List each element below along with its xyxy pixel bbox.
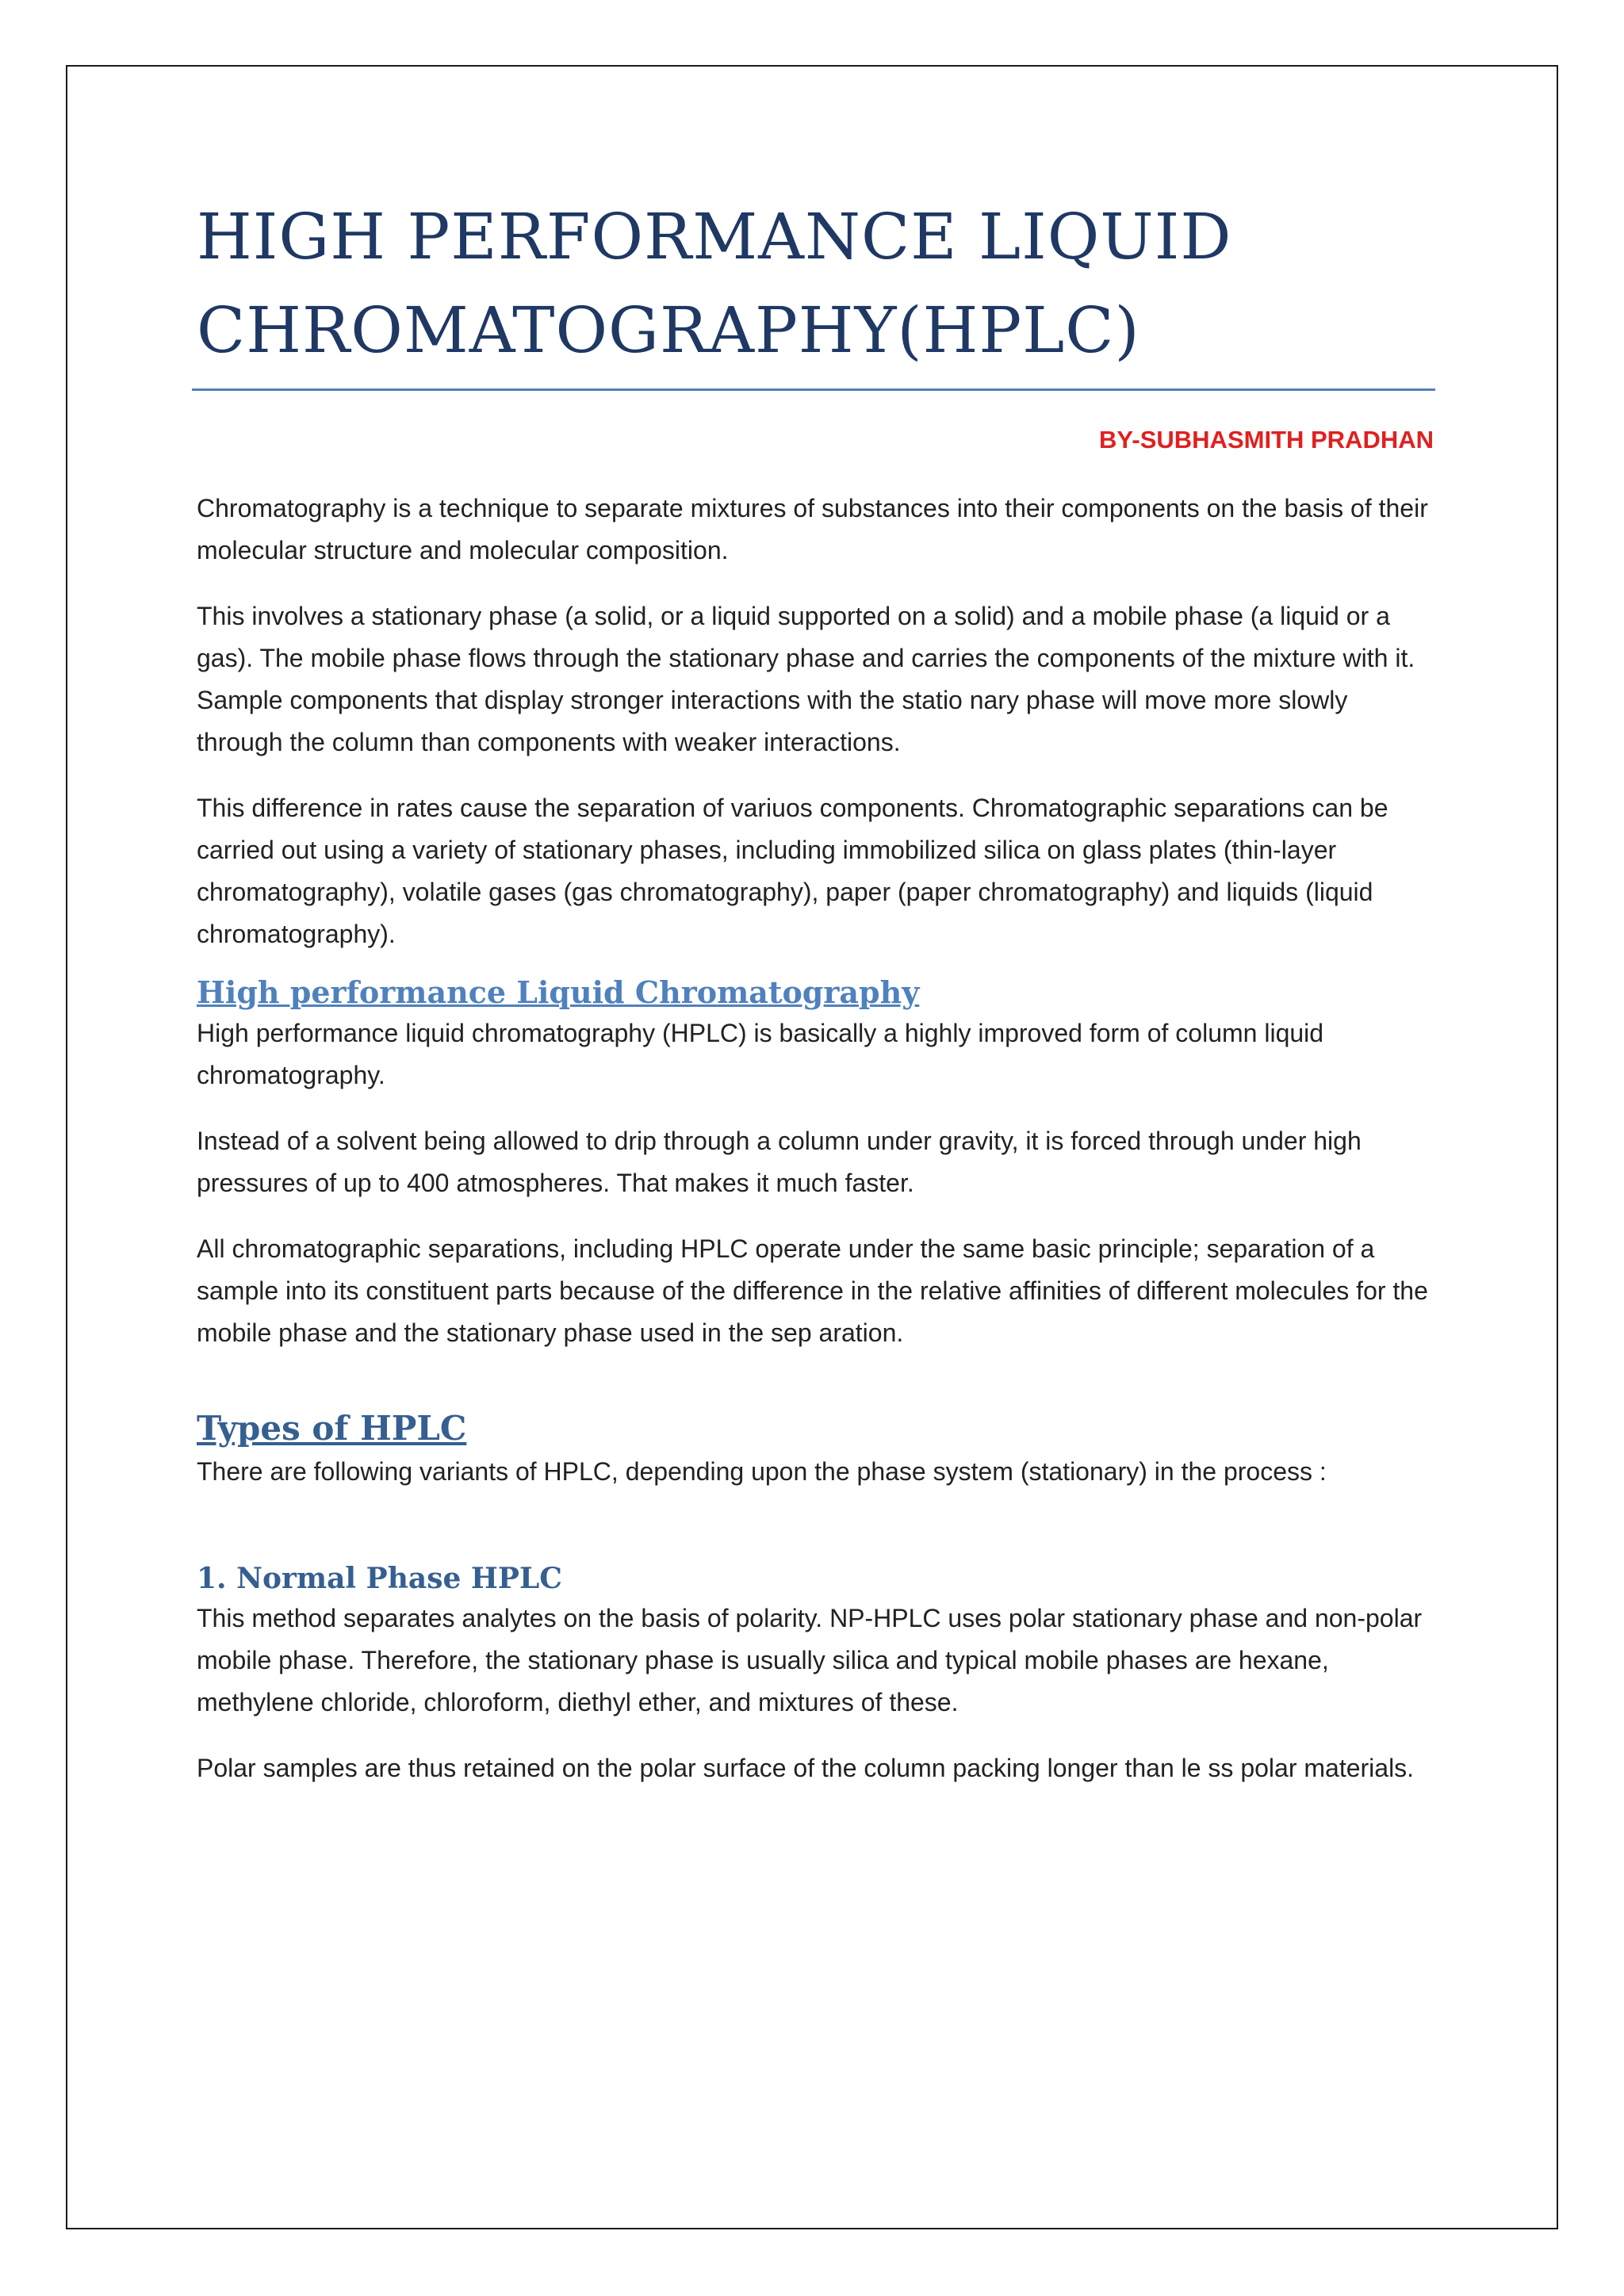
normal-phase-paragraph-1: This method separates analytes on the basis of polarity. NP-HPLC uses polar stationary phase and non-polar mobile phase. Therefore, the stationary phase is usually silica and typical mobile phases are hexane, methylene chloride, chloroform, diethyl ether, and mixtures of these. xyxy=(197,1604,1423,1716)
document-body xyxy=(197,190,1434,1789)
author-byline: BY-SUBHASMITH PRADHAN xyxy=(1099,426,1434,453)
types-intro-paragraph: There are following variants of HPLC, depending upon the phase system (stationary) in the process : xyxy=(197,1457,1327,1486)
types-section-heading: Types of HPLC xyxy=(197,1409,467,1448)
normal-phase-heading: 1. Normal Phase HPLC xyxy=(197,1562,562,1595)
hplc-section-heading: High performance Liquid Chromatography xyxy=(197,974,920,1010)
hplc-paragraph-2: Instead of a solvent being allowed to drip through a column under gravity, it is forced through under high pressures of up to 400 atmospheres. That makes it much faster. xyxy=(197,1127,1362,1197)
intro-paragraph-1: Chromatography is a technique to separate mixtures of substances into their components on the basis of their molecular structure and molecular composition. xyxy=(197,494,1428,564)
title-underline-rule xyxy=(192,388,1435,391)
intro-paragraph-3: This difference in rates cause the separation of variuos components. Chromatographic separations can be carried out using a variety of stationary phases, including immobilized silica on glass plates (thin-layer chromatography), volatile gases (gas chromatography), paper (paper chromatography) and liquids (liquid chromatography). xyxy=(197,794,1388,948)
intro-paragraph-2: This involves a stationary phase (a solid, or a liquid supported on a solid) and a mobile phase (a liquid or a gas). The mobile phase flows through the stationary phase and carries the components of the mixture with it. Sample components that display stronger interactions with the statio nary phase will move more slowly through the column than components with weaker interactions. xyxy=(197,602,1415,756)
document-title xyxy=(197,190,1434,377)
normal-phase-paragraph-2: Polar samples are thus retained on the polar surface of the column packing longer than le ss polar materials. xyxy=(197,1754,1415,1782)
title-line-2: CHROMATOGRAPHY(HPLC) xyxy=(197,293,1140,367)
title-line-1: HIGH PERFORMANCE LIQUID xyxy=(197,200,1232,274)
hplc-paragraph-3: All chromatographic separations, including HPLC operate under the same basic principle; separation of a sample into its constituent parts because of the difference in the relative affinities of different molecules for the mobile phase and the stationary phase used in the sep aration. xyxy=(197,1234,1428,1347)
hplc-paragraph-1: High performance liquid chromatography (HPLC) is basically a highly improved form of column liquid chromatography. xyxy=(197,1019,1324,1089)
